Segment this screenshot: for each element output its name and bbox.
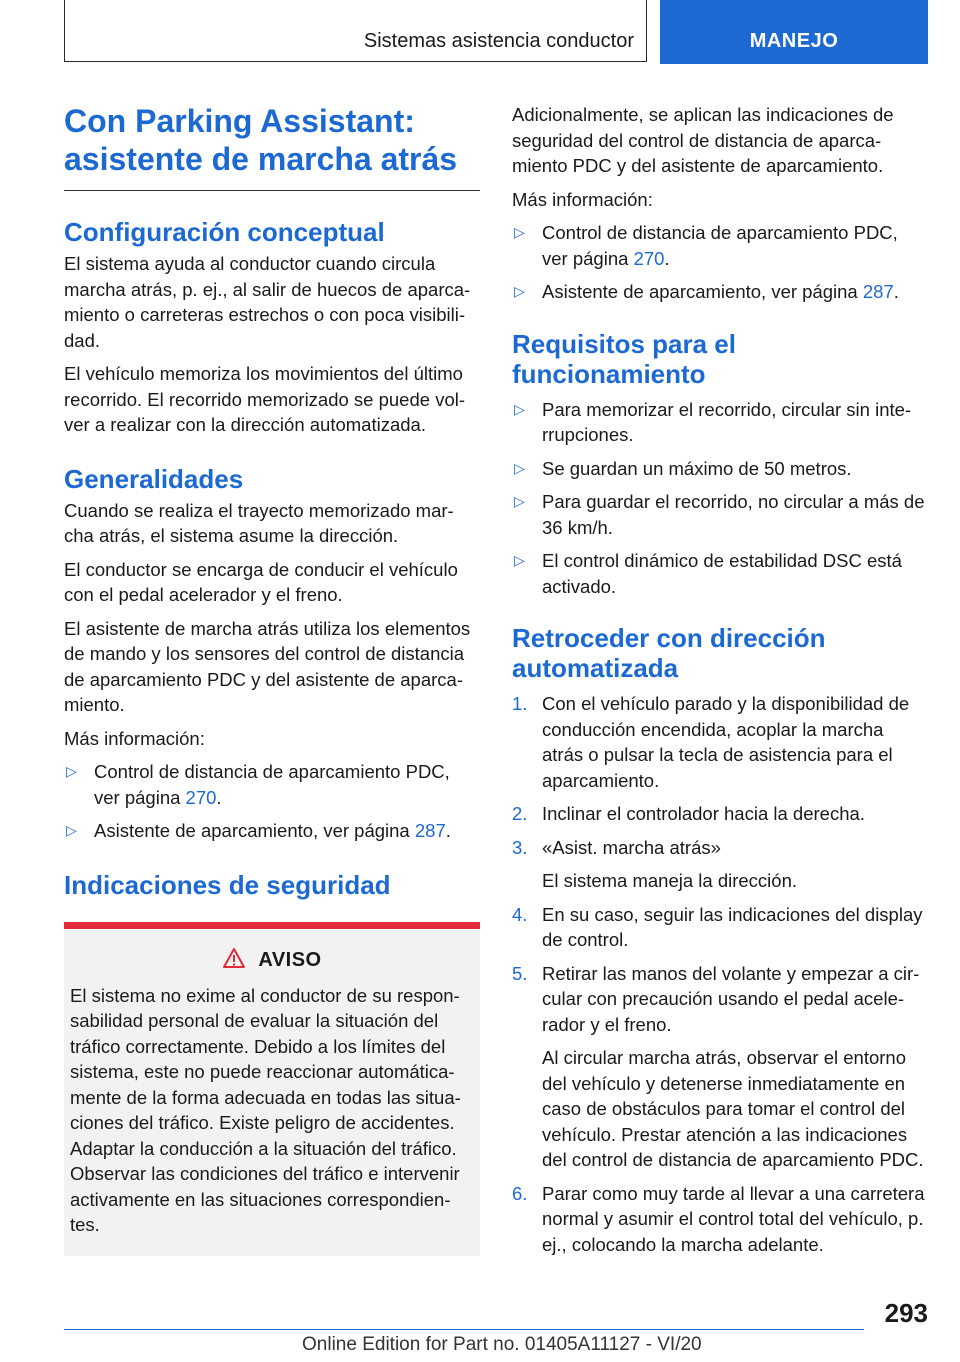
- step-note: Al circular marcha atrás, observar el entorno del vehículo y detenerse inmediatamente en caso de obstáculos para tomar el control del vehículo. Prestar atención a las indicaciones del control de distancia de aparcamiento PDC.: [542, 1047, 924, 1170]
- general-paragraph-2: El conductor se encarga de conducir el vehículo con el pedal acelerador y el freno.: [64, 558, 458, 605]
- step-text: «Asist. marcha atrás»: [542, 836, 721, 858]
- left-column: [64, 102, 480, 1256]
- page-link[interactable]: 270: [633, 247, 665, 269]
- page-number: 293: [884, 1298, 928, 1328]
- requirement-text: Para guardar el recorrido, no circular a más de 36 km/h.: [542, 491, 925, 538]
- step-text: Inclinar el controlador hacia la derecha.: [542, 803, 865, 824]
- warning-triangle-icon: [222, 947, 246, 975]
- triangle-bullet-icon: ▷: [514, 459, 525, 476]
- link-text: Control de distancia de aparcamiento PDC, ver página: [542, 222, 898, 269]
- step-item: [512, 1181, 928, 1258]
- right-column: [512, 102, 928, 1257]
- requirement-text: Se guardan un máximo de 50 metros.: [542, 457, 852, 479]
- step-text: Parar como muy tarde al llevar a una carretera normal y asumir el control total del vehículo, p. ej., colocando la marcha adelante.: [542, 1182, 925, 1255]
- requirement-text: Para memorizar el recorrido, circular sin inte-rrupciones.: [542, 398, 912, 445]
- step-number: 4.: [512, 903, 528, 925]
- intro-paragraph: Adicionalmente, se aplican las indicaciones de seguridad del control de distancia de aparca-miento PDC y del asistente de aparcamiento.: [512, 104, 894, 176]
- list-item: ▷ Asistente de aparcamiento, ver página 287.: [512, 279, 928, 305]
- step-item: [512, 961, 928, 1038]
- triangle-bullet-icon: ▷: [66, 822, 77, 838]
- step-number: 1.: [512, 693, 528, 714]
- more-info-label: Más información:: [512, 188, 653, 210]
- requirement-text: El control dinámico de estabilidad DSC está activado.: [542, 550, 902, 597]
- chapter-title: MANEJO: [749, 30, 839, 52]
- warning-title: AVISO: [258, 949, 322, 971]
- triangle-bullet-icon: ▷: [514, 493, 525, 509]
- general-paragraph-3: El asistente de marcha atrás utiliza los elementos de mando y los sensores del control de distancia de aparcamiento PDC y del asistente de aparca-miento.: [64, 617, 471, 715]
- triangle-bullet-icon: ▷: [514, 400, 525, 417]
- triangle-bullet-icon: ▷: [514, 224, 525, 240]
- chapter-tab: [660, 0, 928, 64]
- reverse-heading: Retroceder con dirección automatizada: [512, 623, 826, 683]
- step-item: [512, 801, 928, 827]
- concept-heading: Configuración conceptual: [64, 217, 385, 247]
- step-item: [512, 691, 928, 793]
- list-item: ▷ Asistente de aparcamiento, ver página 287.: [64, 818, 480, 844]
- step-number: 2.: [512, 803, 528, 824]
- general-paragraph-1: Cuando se realiza el trayecto memorizado mar-cha atrás, el sistema asume la dirección.: [64, 499, 454, 546]
- requirements-heading: Requisitos para el funcionamiento: [512, 328, 736, 389]
- page-link[interactable]: 287: [862, 281, 894, 302]
- warning-text: El sistema no exime al conductor de su respon-sabilidad personal de evaluar la situación del tráfico correctamente. Debido a los límites del sistema, este no puede reaccionar automática-mente de la forma adecuada en todas las situa-ciones del tráfico. Existe peligro de accidentes. Adaptar la conducción a la situación del tráfico. Observar las condiciones del tráfico e intervenir activamente en las situaciones correspondien-tes.: [70, 984, 461, 1235]
- page-link[interactable]: 287: [414, 820, 446, 841]
- step-number: 6.: [512, 1182, 528, 1204]
- step-number: 3.: [512, 836, 528, 858]
- safety-heading: Indicaciones de seguridad: [64, 869, 391, 900]
- link-text: Asistente de aparcamiento, ver página: [94, 820, 410, 841]
- list-item: ▷ Control de distancia de aparcamiento PDC, ver página 270.: [66, 761, 450, 808]
- step-number: 5.: [512, 962, 528, 984]
- section-title: Sistemas asistencia conductor: [363, 30, 634, 52]
- list-item: [512, 489, 928, 540]
- warning-bar: [64, 922, 480, 929]
- step-item: [512, 835, 928, 861]
- more-info-label: Más información:: [64, 727, 205, 749]
- step-item: [512, 902, 928, 953]
- list-item: [512, 397, 928, 448]
- footer-divider: [64, 1329, 864, 1330]
- list-item: [512, 456, 928, 482]
- step-text: Retirar las manos del volante y empezar a cir-cular con precaución usando el pedal acele-rador y el freno.: [542, 962, 920, 1035]
- step-text: En su caso, seguir las indicaciones del display de control.: [542, 903, 923, 950]
- page-header: [64, 0, 928, 64]
- step-text: Con el vehículo parado y la disponibilidad de conducción encendida, acoplar la marcha atrás o pulsar la tecla de asistencia para el aparcamiento.: [542, 693, 910, 791]
- list-item: [512, 548, 928, 599]
- section-tab: [64, 0, 647, 62]
- triangle-bullet-icon: ▷: [514, 552, 525, 568]
- link-text: Asistente de aparcamiento, ver página: [542, 281, 858, 302]
- general-heading: Generalidades: [64, 463, 244, 494]
- page-link[interactable]: 270: [185, 786, 217, 808]
- concept-paragraph-2: El vehículo memoriza los movimientos del último recorrido. El recorrido memorizado se puede vol-ver a realizar con la dirección automatizada.: [64, 363, 466, 435]
- triangle-bullet-icon: ▷: [514, 283, 525, 299]
- warning-box: [64, 929, 480, 1256]
- link-text: Control de distancia de aparcamiento PDC, ver página: [94, 761, 450, 808]
- list-item: ▷ Control de distancia de aparcamiento PDC, ver página 270.: [514, 222, 898, 269]
- step-note: El sistema maneja la dirección.: [542, 870, 797, 891]
- edition-text: Online Edition for Part no. 01405A11127 - VI/20: [302, 1334, 702, 1355]
- triangle-bullet-icon: ▷: [66, 763, 77, 779]
- page-title: Con Parking Assistant: asistente de marcha atrás: [64, 103, 458, 177]
- concept-paragraph-1: El sistema ayuda al conductor cuando circula marcha atrás, p. ej., al salir de huecos de aparca-miento o carreteras estrechos o con poca visibili-dad.: [64, 253, 471, 351]
- warning-header: [70, 947, 474, 975]
